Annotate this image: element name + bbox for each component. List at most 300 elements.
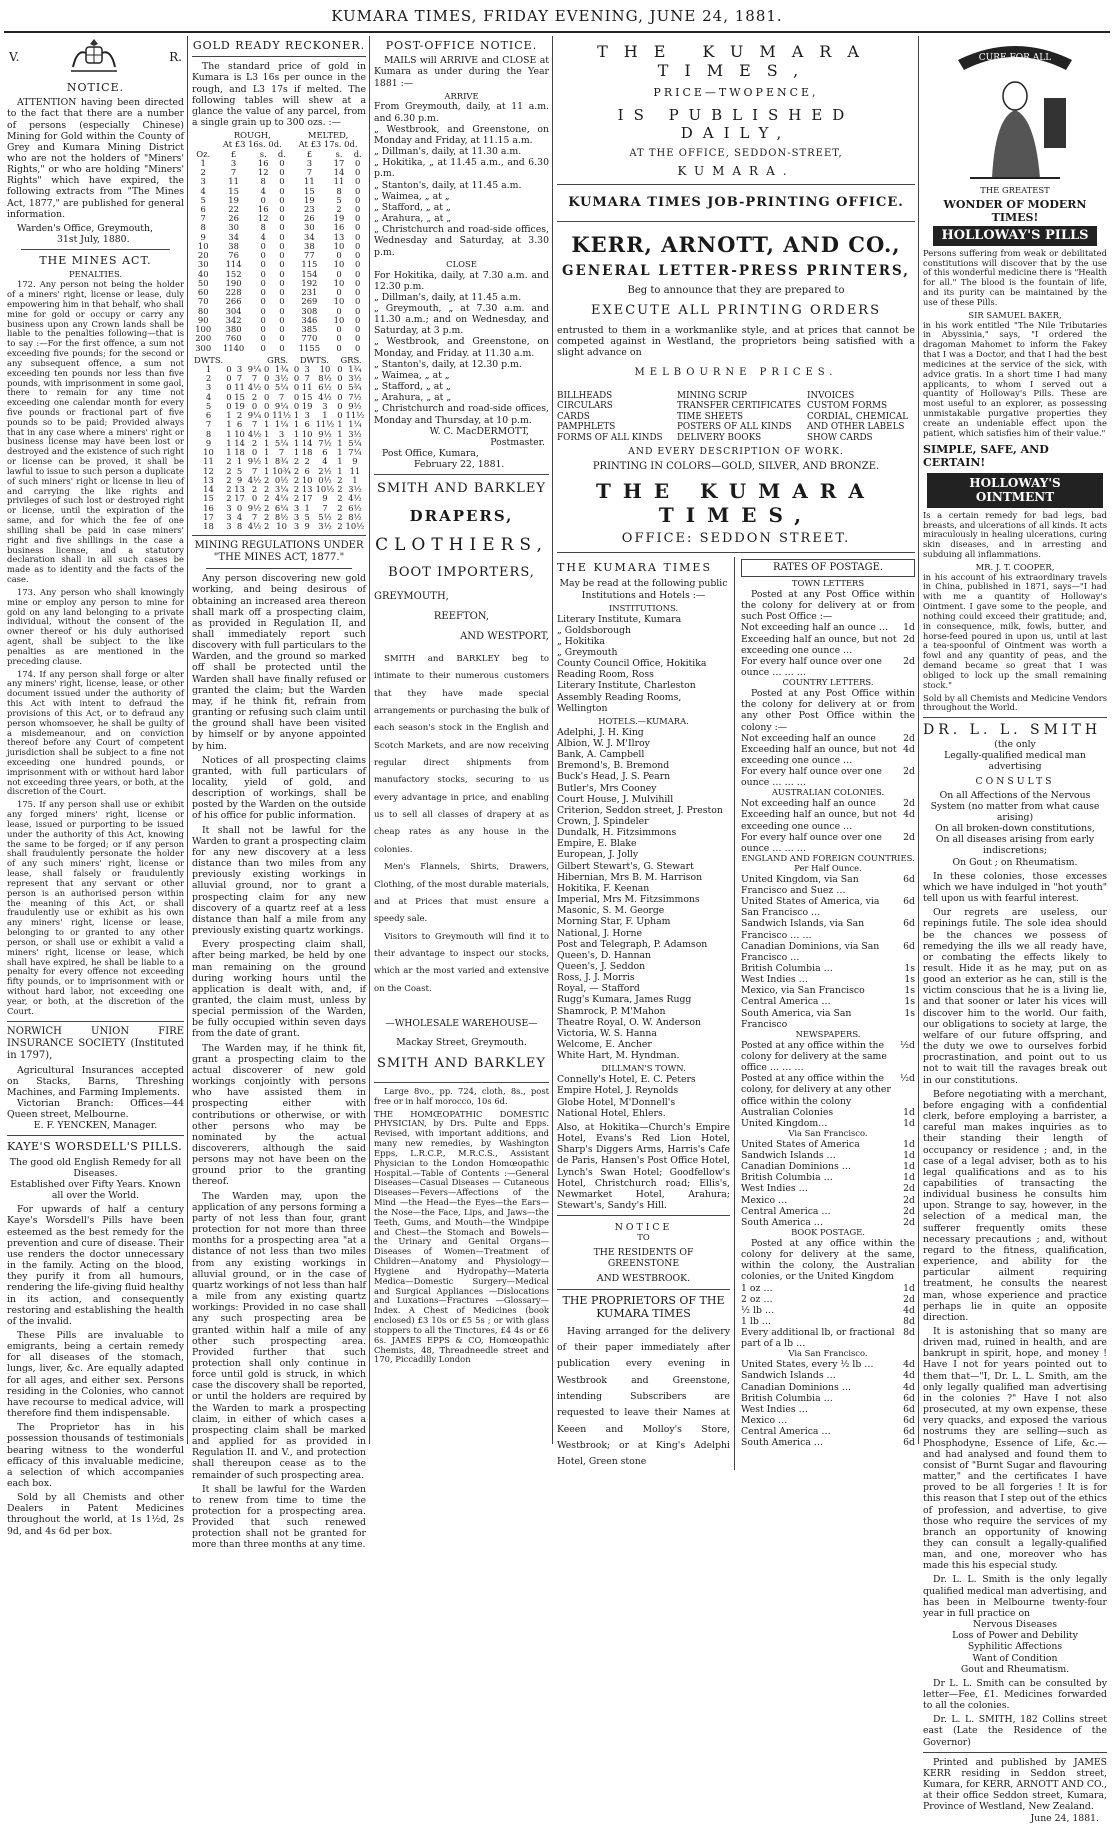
table-cell: 9 bbox=[304, 520, 310, 531]
column-rule bbox=[187, 36, 188, 1444]
via-sf-heading: Via San Francisco. bbox=[788, 1128, 868, 1139]
postmaster-role: Postmaster. bbox=[490, 436, 545, 448]
arrive-heading: ARRIVE bbox=[444, 90, 479, 101]
table-cell: 3½ bbox=[274, 373, 289, 384]
table-cell: 115 bbox=[301, 259, 318, 270]
hotel-item: Hibernian, Mrs B. M. Harrison bbox=[557, 871, 703, 883]
hotel-item: Gilbert Stewart's, G. Stewart bbox=[557, 860, 694, 872]
smith-only: (the only bbox=[994, 739, 1036, 751]
notice-heading: NOTICE bbox=[614, 1222, 673, 1234]
table-cell: 0 bbox=[279, 314, 285, 325]
table-cell: 0 bbox=[260, 287, 266, 298]
rate-label: West Indies … bbox=[741, 974, 808, 986]
table-cell: 8½ bbox=[348, 511, 362, 522]
specialty-item: Want of Condition bbox=[972, 1652, 1058, 1664]
table-cell: 10 bbox=[333, 296, 345, 307]
table-cell: 34 bbox=[304, 231, 315, 242]
institution-item: Literary Institute, Kumara bbox=[557, 613, 682, 625]
table-cell: 0 bbox=[260, 342, 266, 353]
rate-row bbox=[741, 941, 915, 963]
australian-heading: AUSTRALIAN COLONIES. bbox=[771, 787, 885, 798]
table-cell: 6 bbox=[200, 204, 206, 214]
table-cell: 4 bbox=[260, 231, 266, 242]
table-cell: 0 bbox=[279, 222, 285, 233]
table-cell: 10 bbox=[197, 240, 209, 251]
table-cell: 8 bbox=[236, 520, 243, 531]
rate-label: Mexico, via San Francisco bbox=[741, 985, 865, 997]
table-cell: 23 bbox=[304, 204, 315, 214]
table-cell: 15 bbox=[228, 185, 239, 196]
table-cell: 2 bbox=[337, 502, 343, 513]
table-cell: 0 bbox=[279, 185, 285, 196]
reading-intro: May be read at the following public Institutions and Hotels :— bbox=[559, 578, 728, 601]
divider bbox=[206, 568, 352, 569]
table-cell: 26 bbox=[304, 213, 315, 224]
table-cell: 0 bbox=[279, 277, 285, 288]
drapers-heading: DRAPERS, bbox=[409, 506, 514, 525]
arrival-item: „ Hokitika, „ at 11.45 a.m., and 6.30 p.m. bbox=[374, 157, 549, 180]
penalties-heading: PENALTIES. bbox=[68, 269, 123, 280]
table-cell: 2 bbox=[263, 474, 270, 485]
table-cell: 15 bbox=[304, 185, 315, 196]
table-cell: 4¼ bbox=[274, 493, 289, 504]
table-cell: 8 bbox=[200, 222, 206, 233]
table-cell: 1 bbox=[293, 447, 300, 458]
table-cell: 1 bbox=[337, 419, 343, 430]
consult-item: On Gout ; on Rheumatism. bbox=[952, 856, 1078, 868]
table-cell: 0 bbox=[263, 391, 270, 402]
ointment-body: Is a certain remedy for bad legs, bad breasts, and ulcerations of all kinds. It acts miraculously in healing ulcerations, curing skin diseases, and in arresting and subduing all inflammations. bbox=[923, 509, 1107, 559]
oz-row bbox=[192, 344, 366, 353]
kaye-paragraph-4: Sold by all Chemists and other Dealers in Patent Medicines throughout the world, at 1s 1½d, 2s 9d, and 4s 6d per box. bbox=[7, 1492, 184, 1537]
kaye-paragraph-3: The Proprietor has in his possession thousands of testimonials bearing witness to the wonderful efficacy of this invaluable medicine, a selection of which accompanies each box. bbox=[7, 1422, 184, 1490]
print-items-list bbox=[557, 391, 915, 444]
divider bbox=[192, 56, 366, 57]
table-cell: 3 bbox=[293, 511, 300, 522]
consult-item: On all broken-down constitutions, bbox=[935, 823, 1095, 835]
print-item: CORDIAL, CHEMICAL bbox=[807, 411, 909, 422]
to-label: TO bbox=[637, 1232, 650, 1243]
rate-label: Exceeding half an ounce, but not exceeding one ounce … bbox=[741, 633, 897, 656]
regulations-title: MINING REGULATIONS UNDER "THE MINES ACT, 1877." bbox=[194, 540, 364, 564]
hotel-item: Queen's, D. Hannan bbox=[557, 949, 652, 961]
table-cell: 0 bbox=[337, 391, 343, 402]
table-cell: 200 bbox=[195, 333, 212, 344]
table-cell: 60 bbox=[197, 287, 209, 298]
table-cell: 0 bbox=[355, 231, 361, 242]
table-cell: 4 bbox=[205, 391, 212, 402]
rate-label: 1 oz … bbox=[741, 1282, 773, 1294]
table-cell: 1 bbox=[263, 419, 270, 430]
table-cell: 192 bbox=[301, 277, 318, 288]
table-cell: 9 bbox=[236, 474, 243, 485]
table-cell: 7 bbox=[322, 502, 328, 513]
table-cell: 2 bbox=[205, 373, 212, 384]
table-cell: 0 bbox=[355, 277, 361, 288]
table-cell: 0 bbox=[279, 240, 285, 251]
divider bbox=[557, 1215, 730, 1216]
rate-value: 1s bbox=[904, 985, 915, 997]
table-cell: 10 bbox=[319, 363, 331, 374]
table-cell: 154 bbox=[301, 268, 318, 279]
hotel-item: Butler's, Mrs Cooney bbox=[557, 782, 657, 794]
via-sf-heading-2: Via San Francisco. bbox=[788, 1348, 868, 1359]
baker-heading: SIR SAMUEL BAKER, bbox=[968, 309, 1062, 320]
lsd-header: £ bbox=[306, 148, 313, 159]
consult-item: On all Affections of the Nervous System (no matter from what cause arising) bbox=[930, 789, 1100, 823]
table-cell: 3 bbox=[226, 511, 232, 522]
table-cell: 5 bbox=[236, 465, 243, 476]
oz-header: Oz. bbox=[196, 148, 211, 159]
hotel-item: Post and Telegraph, P. Adamson bbox=[557, 938, 708, 950]
table-cell: 0 bbox=[260, 296, 266, 307]
table-cell: 7½ bbox=[348, 391, 362, 402]
table-cell: 0 bbox=[336, 324, 342, 335]
masthead-title: KUMARA TIMES, FRIDAY EVENING, JUNE 24, 1881. bbox=[331, 7, 783, 25]
table-cell: 0 bbox=[337, 363, 343, 374]
hotel-item: Bremond's, B. Bremond bbox=[557, 760, 670, 772]
table-cell: 12 bbox=[203, 465, 214, 476]
lsd-header: £ bbox=[230, 148, 237, 159]
table-cell: 0 bbox=[260, 250, 266, 261]
table-cell: 3 bbox=[306, 157, 313, 168]
table-cell: 7 bbox=[200, 213, 206, 224]
royal-arms-row bbox=[7, 36, 184, 78]
column-2 bbox=[189, 36, 369, 1551]
table-cell: 1 bbox=[293, 410, 300, 421]
table-cell: 77 bbox=[304, 250, 315, 261]
table-cell: 0 bbox=[251, 447, 258, 458]
rate-value: 4d bbox=[903, 1359, 915, 1371]
vr-right: R. bbox=[169, 49, 182, 64]
vr-left: V. bbox=[9, 49, 20, 64]
table-cell: 7 bbox=[306, 167, 313, 178]
table-cell: 0 bbox=[293, 373, 300, 384]
table-cell: 13 bbox=[203, 474, 214, 485]
table-cell: 3 bbox=[322, 400, 328, 411]
table-cell: 17 bbox=[203, 511, 214, 522]
table-cell: 4½ bbox=[318, 391, 332, 402]
hotel-item: Royal, — Stafford bbox=[557, 983, 640, 995]
divider bbox=[374, 1082, 549, 1083]
table-cell: 1 bbox=[226, 437, 232, 448]
table-cell: 11 bbox=[234, 382, 245, 393]
closing-item: „ Westbrook, and Greenstone, on Monday, and Friday. at 11.30 a.m. bbox=[374, 336, 549, 359]
table-cell: 0 bbox=[355, 333, 361, 344]
table-cell: 0 bbox=[260, 314, 266, 325]
table-cell: 30 bbox=[197, 259, 209, 270]
institution-item: „ Goldsborough bbox=[557, 624, 632, 636]
dwts-table bbox=[192, 356, 366, 531]
divider bbox=[374, 474, 549, 475]
rate-label: Canadian Dominions … bbox=[741, 1381, 852, 1393]
reefton-label: REEFTON, bbox=[433, 610, 490, 622]
book-rates bbox=[741, 1283, 915, 1350]
table-cell: 1 bbox=[337, 456, 343, 467]
table-cell: 5 bbox=[205, 400, 212, 411]
table-cell: 0 bbox=[279, 296, 285, 307]
table-cell: 6 bbox=[322, 447, 328, 458]
table-cell: 6 bbox=[236, 419, 243, 430]
arrival-item: „ Christchurch and road-side offices, Wednesday and Saturday, at 3.30 p.m. bbox=[374, 224, 549, 258]
rate-value: 2d bbox=[903, 633, 915, 645]
table-cell: 19 bbox=[228, 194, 239, 205]
print-item-row bbox=[557, 401, 915, 412]
hotel-item: Criterion, Seddon street, J. Preston bbox=[557, 804, 723, 816]
town-letters-heading: TOWN LETTERS bbox=[791, 578, 865, 589]
masthead bbox=[0, 0, 1114, 34]
table-cell: 9½ bbox=[247, 456, 262, 467]
table-cell: 10 bbox=[333, 259, 345, 270]
dillmans-item: Empire Hotel, J. Reynolds bbox=[557, 1085, 679, 1097]
holloways-pills-banner: HOLLOWAY'S PILLS bbox=[933, 226, 1097, 246]
divider bbox=[192, 535, 366, 536]
ounces-table bbox=[192, 131, 366, 353]
smith-paragraph-3: Before negotiating with a merchant, before engaging with a confidential clerk, before employing a barrister, a careful man makes inquiries as to their standing their length of occupancy or residence ; and, in the case of a legal adviser, both as to his legal qualifications and as to his capabilities of transacting the individual business he consults him upon. Strange to say, however, in the selection of a medical man, the sufferer frequently omits these necessary precautions ; and, without regard to the fitness, qualification, experience, and ability for the particular ailment requiring treatment, he consults the nearest man, whose experience and practice perhaps lie in quite an opposite direction. bbox=[923, 1088, 1107, 1323]
table-cell: 0 bbox=[260, 194, 266, 205]
print-item: TRANSFER CERTIFICATES bbox=[677, 401, 801, 412]
table-cell: 1 bbox=[226, 447, 232, 458]
hotel-item: White Hart, M. Hyndman. bbox=[557, 1050, 680, 1062]
print-item: BILLHEADS bbox=[557, 390, 613, 401]
table-cell: 346 bbox=[301, 314, 318, 325]
table-cell: 2 bbox=[336, 204, 342, 214]
table-cell: 3 bbox=[304, 363, 310, 374]
table-cell: 0 bbox=[355, 287, 361, 298]
table-cell: 0 bbox=[226, 363, 232, 374]
hotel-item: Morning Star, F. Upham bbox=[557, 916, 671, 928]
divider bbox=[923, 717, 1107, 718]
rate-value: 1d bbox=[903, 1117, 915, 1129]
melbourne-prices: MELBOURNE PRICES. bbox=[634, 366, 838, 378]
dwts-header: DWTS. bbox=[193, 354, 223, 365]
via-sf-rates bbox=[741, 1139, 915, 1228]
closing-item: „ Greymouth, „ at 7.30 a.m. and 11.30 a.m.; and on Wednesday, and Saturday, at 3 p.m. bbox=[374, 302, 549, 337]
rate-row bbox=[741, 1370, 915, 1381]
hotel-item: National, J. Horne bbox=[557, 927, 642, 939]
table-cell: 0 bbox=[260, 333, 266, 344]
lsd-header: s. bbox=[259, 148, 267, 159]
dillmans-item: Connelly's Hotel, E. C. Peters bbox=[557, 1074, 696, 1086]
table-cell: 0 bbox=[263, 400, 270, 411]
table-cell: 4½ bbox=[247, 428, 262, 439]
closing-item: „ Arahura, „ at „ bbox=[374, 392, 452, 404]
table-cell: 7 bbox=[304, 373, 310, 384]
arrival-item: „ Westbrook, and Greenstone, on Monday and Friday, at 11.15 a.m. bbox=[374, 123, 549, 146]
table-cell: 9 bbox=[322, 493, 328, 504]
table-cell: 0 bbox=[293, 391, 300, 402]
table-cell: 11½ bbox=[272, 410, 291, 421]
table-cell: 5½ bbox=[318, 511, 332, 522]
rate-label: South America, via San Francisco bbox=[741, 1007, 852, 1030]
smith-barkley-paragraph-2: Men's Flannels, Shirts, Drawers, Clothing, of the most durable materials, and at Prices that must ensure a speedy sale. bbox=[374, 862, 549, 925]
table-cell: 4 bbox=[236, 511, 243, 522]
divider bbox=[557, 1289, 730, 1290]
table-cell: 50 bbox=[197, 277, 209, 288]
postage-rates bbox=[741, 557, 915, 1470]
table-cell: 0 bbox=[355, 342, 361, 353]
table-cell: 3½ bbox=[348, 428, 362, 439]
table-cell: 5 bbox=[200, 194, 206, 205]
smith-paragraph-6: Dr L. L. Smith can be consulted by letter—Fee, £1. Medicines forwarded to all the colonies. bbox=[923, 1677, 1107, 1712]
rate-row bbox=[741, 1382, 915, 1393]
table-cell: 1 bbox=[293, 437, 300, 448]
specialty-item: Loss of Power and Debility bbox=[952, 1630, 1078, 1642]
dillmans-list bbox=[557, 1074, 730, 1119]
closing-item: „ Dillman's, daily, at 11.45 a.m. bbox=[374, 291, 522, 303]
printing-colors: PRINTING IN COLORS—GOLD, SILVER, AND BRONZE. bbox=[592, 460, 880, 472]
table-cell: 11 bbox=[228, 176, 239, 187]
rate-row bbox=[741, 832, 915, 854]
table-cell: 0 bbox=[355, 296, 361, 307]
rate-label: For every half ounce over one ounce … … … bbox=[741, 655, 882, 679]
hotel-item: Masonic, S. M. George bbox=[557, 905, 665, 917]
rate-row bbox=[741, 1426, 915, 1437]
closing-item: „ Christchurch and road-side offices, Monday and Thursday, at 10 p.m. bbox=[374, 403, 549, 426]
rate-label: Central America … bbox=[741, 996, 831, 1008]
table-cell: 152 bbox=[225, 268, 242, 279]
table-cell: 3 bbox=[226, 520, 232, 531]
table-cell: 10¾ bbox=[272, 465, 291, 476]
table-cell: 342 bbox=[225, 314, 242, 325]
arrival-item: „ Stanton's, daily, at 11.45 a.m. bbox=[374, 179, 522, 191]
institution-item: Reading Room, Ross bbox=[557, 669, 654, 681]
table-cell: 2 bbox=[263, 520, 270, 531]
table-cell: 7 bbox=[205, 419, 212, 430]
table-cell: 5 bbox=[336, 194, 342, 205]
table-cell: 10 bbox=[203, 447, 214, 458]
rates-title: RATES OF POSTAGE. bbox=[741, 559, 915, 577]
table-cell: 228 bbox=[225, 287, 242, 298]
table-cell: 14 bbox=[333, 167, 345, 178]
table-cell: 0 bbox=[355, 314, 361, 325]
post-office-title: POST-OFFICE NOTICE. bbox=[385, 39, 538, 52]
table-cell: 0 bbox=[279, 194, 285, 205]
rate-value: 2d bbox=[903, 732, 915, 744]
kaye-paragraph-1: For upwards of half a century Kaye's Worsdell's Pills have been esteemed as the best remedy for the prevention and cure of disease. Their use renders the doctor unnecessary in the family. Acting on the blood, they purify it from all humours, rendering the life-giving fluid healthy in its action, and consequently restoring and establishing the health of the invalid. bbox=[7, 1204, 185, 1327]
letter-press-printers: GENERAL LETTER-PRESS PRINTERS, bbox=[562, 262, 910, 279]
hotel-item: Rugg's Kumara, James Rugg bbox=[557, 994, 692, 1006]
table-cell: 2 bbox=[337, 493, 343, 504]
homeopathic-price: Large 8vo., pp. 724, cloth, 8s., post free or in half morocco, 10s 6d. bbox=[374, 1085, 549, 1106]
australian-rates bbox=[741, 798, 915, 854]
table-cell: 10 bbox=[234, 428, 245, 439]
column-rule bbox=[918, 36, 919, 1444]
rate-value: 2d bbox=[903, 1205, 915, 1217]
divider bbox=[7, 1135, 184, 1136]
rate-value: 2d bbox=[903, 655, 915, 667]
kaye-subtitle: The good old English Remedy for all Diseases. bbox=[9, 1156, 182, 1179]
table-cell: 3½ bbox=[348, 484, 362, 495]
rate-label: Sandwich Islands … bbox=[741, 1150, 836, 1161]
table-cell: 0 bbox=[226, 391, 232, 402]
table-cell: 0 bbox=[337, 410, 343, 421]
table-cell: 11½ bbox=[315, 419, 335, 430]
table-cell: 0 bbox=[355, 194, 361, 205]
table-cell: 0 bbox=[336, 333, 342, 344]
hotel-item: European, J. Jolly bbox=[557, 849, 639, 861]
proprietors-title: THE PROPRIETORS OF THE KUMARA TIMES bbox=[562, 1293, 725, 1320]
table-cell: 26 bbox=[228, 213, 239, 224]
clothiers-heading: CLOTHIERS, bbox=[375, 534, 548, 555]
rate-value: 1d bbox=[903, 1161, 915, 1173]
office-address: AT THE OFFICE, SEDDON-STREET, bbox=[629, 147, 843, 159]
table-cell: 9¼ bbox=[274, 400, 289, 411]
divider bbox=[557, 552, 915, 553]
table-cell: 3½ bbox=[318, 520, 332, 531]
table-cell: 2 bbox=[226, 484, 232, 495]
table-cell: 308 bbox=[301, 305, 318, 316]
table-cell: 10½ bbox=[345, 520, 365, 531]
column-rule bbox=[552, 36, 553, 1444]
table-cell: 0 bbox=[226, 373, 232, 384]
kumara-times-banner: THE KUMARA TIMES, bbox=[597, 42, 875, 81]
consult-item: On all diseases arising from early indiscretions; bbox=[935, 834, 1095, 857]
table-cell: 1 bbox=[236, 456, 243, 467]
table-cell: 0 bbox=[355, 167, 361, 178]
table-cell: 20 bbox=[197, 250, 209, 261]
via-sf-book-rates bbox=[741, 1359, 915, 1448]
price-line: PRICE—TWOPENCE, bbox=[653, 86, 819, 100]
table-cell: 2 bbox=[337, 520, 343, 531]
rough-price: At £3 16s. 0d. bbox=[222, 139, 282, 150]
table-cell: 0 bbox=[279, 213, 285, 224]
hotel-item: Hokitika, F. Keenan bbox=[557, 882, 650, 894]
lsd-header: d. bbox=[353, 148, 362, 159]
table-cell: 1 bbox=[337, 428, 343, 439]
rate-value: 1d bbox=[903, 1106, 915, 1118]
notice-date: 31st July, 1880. bbox=[57, 234, 130, 246]
rate-value: 1d bbox=[903, 1282, 915, 1294]
kaye-paragraph-2: These Pills are invaluable to emigrants, being a certain remedy for all diseases of the stomach, lungs, liver, &c. Are equally adapted for all ages, and either sex. Persons residing in the Colonies, who cannot have recourse to medical advice, will therefore find them indispensable. bbox=[7, 1329, 184, 1420]
regulation-1: Any person discovering new gold working, and being desirous of obtaining an increased area thereon shall mark off a prospecting claim, as provided in Regulation II, and shall immediately report such discovery with full particulars to the Warden, and the ground so marked off shall be protected until the Warden shall have finally refused or granted the claim; but the Warden may, if he think fit, refrain from granting or refusing such claim until the ground shall have been visited by himself or by anyone appointed by him. bbox=[192, 573, 366, 752]
seddon-street-office: OFFICE: SEDDON STREET. bbox=[621, 530, 851, 546]
table-cell: 0 bbox=[293, 382, 300, 393]
rate-value: 2d bbox=[903, 1183, 915, 1195]
rate-label: West Indies … bbox=[741, 1183, 808, 1195]
rate-value: 1d bbox=[903, 1150, 915, 1161]
lower-section bbox=[557, 557, 915, 1470]
beg-announce: Beg to announce that they are prepared to bbox=[627, 284, 845, 296]
institution-item: „ Hokitika bbox=[557, 635, 605, 647]
table-cell: 2 bbox=[236, 410, 243, 421]
table-cell: 30 bbox=[228, 222, 239, 233]
arrival-item: „ Waimea, „ at „ bbox=[374, 190, 450, 202]
dillmans-item: National Hotel, Ehlers. bbox=[557, 1107, 666, 1119]
hotel-item: Bank, A. Campbell bbox=[557, 749, 645, 761]
rate-value: 6d bbox=[903, 896, 915, 908]
rate-row bbox=[741, 656, 915, 678]
rate-label: United Kingdom, via San Francisco and Suez … bbox=[741, 873, 859, 896]
table-cell: 0 bbox=[226, 382, 232, 393]
country-rates bbox=[741, 733, 915, 789]
table-cell: 1 bbox=[263, 456, 270, 467]
table-cell: 3 bbox=[205, 382, 212, 393]
table-cell: 2 bbox=[293, 474, 300, 485]
close-heading: CLOSE bbox=[446, 258, 477, 269]
rate-row bbox=[741, 622, 915, 633]
table-cell: 770 bbox=[301, 333, 318, 344]
table-cell: 1¼ bbox=[274, 419, 289, 430]
rate-label: Exceeding half an ounce, but not exceeding one ounce … bbox=[741, 743, 897, 767]
baker-body: in his work entitled "The Nile Tributaries in Abyssinia," says, "I ordered the dragoman Mahomet to inform the Fakey that I was a Doctor, and that I had the best medicines at the service of the sick, with advice gratis. In a short time I had many applicants, to whom I served out a quantity of Holloway's Pills. These are most useful to an explorer, as possessing unmistakable purgative properties they create an undeniable effect upon the patient, which satisfies him of their value." bbox=[923, 319, 1107, 438]
cure-for-all-icon bbox=[940, 38, 1090, 184]
table-cell: 0 bbox=[337, 382, 343, 393]
hotel-item: Victoria, W. S. Hanna bbox=[557, 1027, 657, 1039]
rate-row bbox=[741, 798, 915, 809]
table-cell: 1 bbox=[352, 474, 358, 485]
rate-row bbox=[741, 1073, 915, 1106]
